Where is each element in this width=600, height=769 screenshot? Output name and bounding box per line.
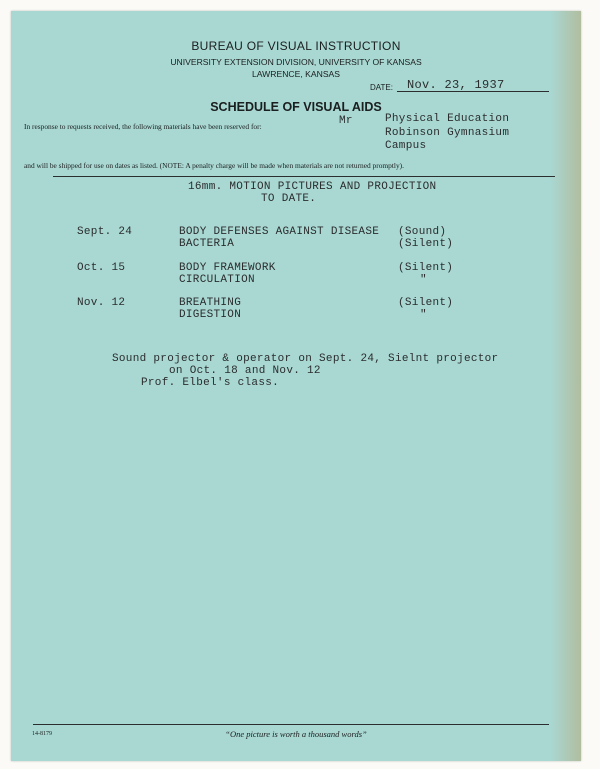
schedule-date: Oct. 15	[77, 262, 126, 274]
shipping-note: and will be shipped for use on dates as listed. (NOTE: A penalty charge will be made when materials are not returned promptly).	[24, 161, 404, 170]
date-underline	[397, 91, 549, 92]
recipient-name: Mr	[339, 115, 353, 127]
address-line-1: Physical Education	[385, 113, 510, 125]
film-title: BREATHING	[179, 297, 242, 309]
address-line-2: Robinson Gymnasium	[385, 126, 510, 139]
ditto-mark: "	[420, 274, 427, 286]
film-format: (Silent)	[398, 238, 454, 250]
film-title: BODY FRAMEWORK	[179, 262, 276, 274]
section-heading-1: 16mm. MOTION PICTURES AND PROJECTION	[188, 181, 437, 193]
note-line-1: Sound projector & operator on Sept. 24, Sielnt projector	[112, 353, 499, 365]
film-title: BODY DEFENSES AGAINST DISEASE	[179, 226, 380, 238]
note-line-3: Prof. Elbel's class.	[141, 377, 280, 389]
film-format: (Silent)	[398, 297, 454, 309]
motto: “One picture is worth a thousand words”	[225, 729, 367, 739]
schedule-date: Sept. 24	[77, 226, 133, 238]
schedule-title: SCHEDULE OF VISUAL AIDS	[210, 100, 382, 114]
recipient-address	[385, 113, 509, 154]
division-line: UNIVERSITY EXTENSION DIVISION, UNIVERSITY OF KANSAS	[170, 57, 422, 67]
date-label: DATE:	[370, 83, 393, 92]
bottom-rule	[33, 724, 549, 725]
document-sheet	[11, 11, 581, 761]
film-title: BACTERIA	[179, 238, 235, 250]
ditto-mark: "	[420, 309, 427, 321]
note-line-2: on Oct. 18 and Nov. 12	[169, 365, 321, 377]
bureau-title: BUREAU OF VISUAL INSTRUCTION	[191, 39, 401, 53]
film-title: DIGESTION	[179, 309, 242, 321]
date-value: Nov. 23, 1937	[407, 78, 505, 92]
address-line-3: Campus	[385, 140, 427, 152]
schedule-date: Nov. 12	[77, 297, 126, 309]
film-title: CIRCULATION	[179, 274, 255, 286]
location-line: LAWRENCE, KANSAS	[251, 69, 341, 79]
form-number: 14-8179	[32, 731, 52, 737]
film-format: (Sound)	[398, 226, 447, 238]
section-heading-2: TO DATE.	[261, 193, 317, 205]
intro-text: In response to requests received, the following materials have been reserved for:	[24, 122, 262, 131]
top-rule	[53, 176, 555, 177]
film-format: (Silent)	[398, 262, 454, 274]
